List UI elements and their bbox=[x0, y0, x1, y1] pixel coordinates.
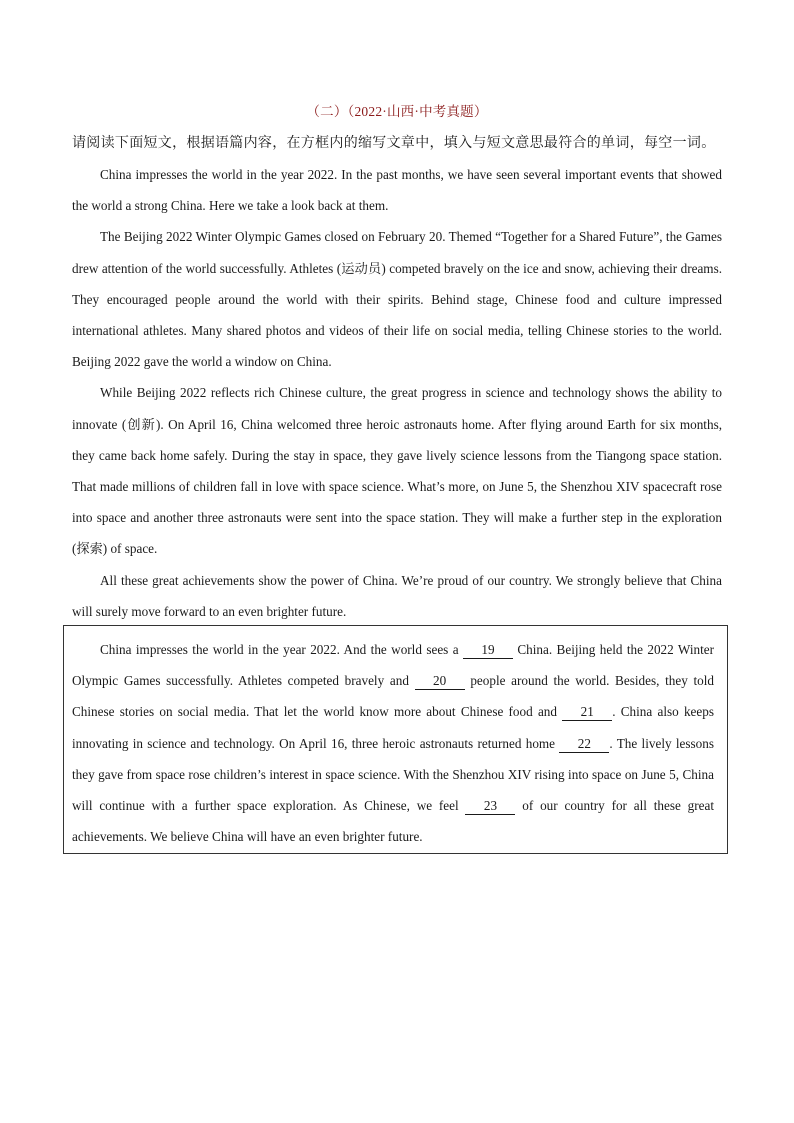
summary-segment: of our country for all these great achievements. We believe China will have an even brighter future. bbox=[72, 798, 714, 845]
blank-20[interactable]: 20 bbox=[415, 673, 465, 690]
summary-segment: China impresses the world in the year 2022. And the world sees a bbox=[100, 642, 463, 657]
summary-text bbox=[72, 634, 714, 852]
reading-passage bbox=[72, 159, 722, 627]
summary-segment: people around the world. Besides, they told Chinese stories on social media. That let the world know more about Chinese food and bbox=[72, 673, 714, 720]
blank-21[interactable]: 21 bbox=[562, 704, 612, 721]
section-heading: （二）（2022·山西·中考真题） bbox=[306, 104, 488, 119]
passage-paragraph: The Beijing 2022 Winter Olympic Games closed on February 20. Themed “Together for a Shared Future”, the Games drew attention of the world successfully. Athletes (运动员) competed bravely on the ice and snow, achieving their dreams. They encouraged people around the world with their spirits. Behind stage, Chinese food and culture impressed international athletes. Many shared photos and videos of their life on social media, telling Chinese stories to the world. Beijing 2022 gave the world a window on China. bbox=[72, 229, 722, 370]
summary-box bbox=[63, 625, 728, 854]
summary-segment: China. Beijing held the 2022 Winter Olympic Games successfully. Athletes competed bravely and bbox=[72, 642, 714, 689]
passage-paragraph: China impresses the world in the year 2022. In the past months, we have seen several important events that showed the world a strong China. Here we take a look back at them. bbox=[72, 167, 722, 214]
blank-23[interactable]: 23 bbox=[465, 798, 515, 815]
passage-paragraph: While Beijing 2022 reflects rich Chinese culture, the great progress in science and technology shows the ability to innovate (创新). On April 16, China welcomed three heroic astronauts home. After flying around Earth for six months, they came back home safely. During the stay in space, they gave lively science lessons from the Tiangong space station. That made millions of children fall in love with space science. What’s more, on June 5, the Shenzhou XIV spacecraft rose into space and another three astronauts were sent into the space station. They will make a further step in the exploration (探索) of space. bbox=[72, 385, 722, 557]
passage-paragraph: All these great achievements show the power of China. We’re proud of our country. We strongly believe that China will surely move forward to an even brighter future. bbox=[72, 572, 722, 619]
blank-19[interactable]: 19 bbox=[463, 642, 513, 659]
blank-22[interactable]: 22 bbox=[559, 736, 609, 753]
summary-segment: . The lively lessons they gave from space rose children’s interest in space science. With the Shenzhou XIV rising into space on June 5, China will continue with a further space exploration. As Chinese, we feel bbox=[72, 735, 714, 814]
instructions: 请阅读下面短文，根据语篇内容，在方框内的缩写文章中，填入与短文意思最符合的单词，每空一词。 bbox=[72, 136, 716, 151]
summary-segment: . China also keeps innovating in science and technology. On April 16, three heroic astronauts returned home bbox=[72, 704, 714, 751]
